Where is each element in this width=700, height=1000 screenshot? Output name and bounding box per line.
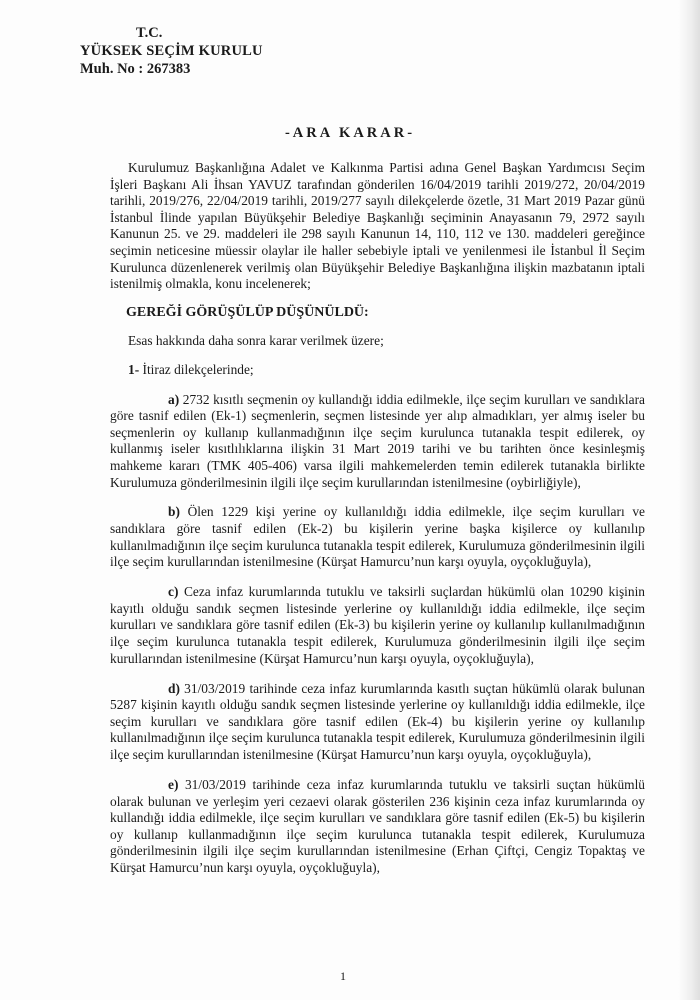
- section-1-number: 1-: [128, 361, 140, 377]
- item-e-text: 31/03/2019 tarihinde ceza infaz kurumlarında tutuklu ve taksirli suçtan hükümlü olarak bulunan ve yerleşim yeri cezaevi olarak gösterilen 236 kişinin ceza infaz kurumlarında oy kullandığı iddia edilmekle, ilçe seçim kurulları ve sandıklara göre tasnif edilen (Ek-5) bu kişilerin oy kullanıp kullanmadığının ilçe seçim kurulunca tutanakla tespit edilerek, Kurulumuza gönderilmesinin ilgili ilçe seçim kurullarından istenilmesine (Erhan Çiftçi, Cengiz Topaktaş ve Kürşat Hamurcu’nun karşı oyuyla, oyçokluğuyla),: [110, 776, 645, 875]
- item-a: [110, 392, 645, 492]
- header-institution: YÜKSEK SEÇİM KURULU: [80, 43, 263, 59]
- item-b-text: Ölen 1229 kişi yerine oy kullanıldığı iddia edilmekle, ilçe seçim kurulları ve sandıklara göre tasnif edilen (Ek-2) bu kişilerin yerine başka kişilerce oy kullanılıp kullanılmadığının ilçe seçim kurulunca tutanakla tespit edilerek, Kurulumuza gönderilmesinin ilgili ilçe seçim kurullarından istenilmesine (Kürşat Hamurcu’nun karşı oyuyla, oyçokluğuyla),: [110, 504, 645, 570]
- item-b: [110, 504, 645, 570]
- esas-line: Esas hakkında daha sonra karar verilmek üzere;: [128, 333, 384, 349]
- header-tc: T.C.: [136, 25, 163, 41]
- header-reference-number: Muh. No : 267383: [80, 61, 191, 77]
- item-d: [110, 681, 645, 764]
- item-e: [110, 777, 645, 877]
- item-d-letter: d): [168, 680, 180, 696]
- item-e-letter: e): [168, 776, 179, 792]
- section-1-text: İtiraz dilekçelerinde;: [139, 361, 254, 377]
- document-title: -ARA KARAR-: [284, 125, 416, 141]
- document-body: [110, 160, 645, 890]
- item-c: [110, 584, 645, 667]
- item-c-letter: c): [168, 584, 179, 600]
- item-a-text: 2732 kısıtlı seçmenin oy kullandığı iddia edilmekle, ilçe seçim kurulları ve sandıklara göre tasnif edilen (Ek-1) seçmenlerin, seçmen listesinde yer alıp almadıkları, yer almış iseler bu seçmenlerin oy kullanıp kullanmadığının ilçe seçim kurulunca tutanakla tespit edilerek, oy kullanmış iseler kısıtlılıklarına ilişkin 31 Mart 2019 tarihi ve bu tarihten önce kesinleşmiş mahkeme kararı (TMK 405-406) varsa ilgili mahkemelerden temin edilerek tutanakla birlikte Kurulumuza gönderilmesinin ilgili ilçe seçim kurullarından istenilmesine (oybirliğiyle),: [110, 391, 645, 490]
- decision-heading: GEREĞİ GÖRÜŞÜLÜP DÜŞÜNÜLDÜ:: [126, 304, 369, 320]
- item-c-text: Ceza infaz kurumlarında tutuklu ve taksirli suçlardan hükümlü olan 10290 kişinin kayıtlı olduğu sandık seçmen listesinde yerlerine oy kullanıldığı iddia edilmekle, ilçe seçim kurulları ve sandıklara göre tasnif edilen (Ek-3) bu kişilerin yerine oy kullanılıp kullanılmadığının ilçe seçim kurulunca tutanakla tespit edilerek, Kurulumuza gönderilmesinin ilgili ilçe seçim kurullarından istenilmesine (Kürşat Hamurcu’nun karşı oyuyla, oyçokluğuyla),: [110, 584, 645, 666]
- item-d-text: 31/03/2019 tarihinde ceza infaz kurumlarında kasıtlı suçtan hükümlü olarak bulunan 5287 kişinin kayıtlı olduğu sandık seçmen listesinde yerlerine oy kullanıldığı iddia edilmekle, ilçe seçim kurulları ve sandıklara göre tasnif edilen (Ek-4) bu kişilerin yerine oy kullanılıp kullanılmadığının ilçe seçim kurulunca tutanakla tespit edilerek, Kurulumuza gönderilmesinin ilgili ilçe seçim kurullarından istenilmesine (Kürşat Hamurcu’nun karşı oyuyla, oyçokluğuyla),: [110, 680, 645, 762]
- item-b-letter: b): [168, 504, 180, 520]
- document-header: [80, 24, 263, 78]
- intro-paragraph: Kurulumuz Başkanlığına Adalet ve Kalkınma Partisi adına Genel Başkan Yardımcısı Seçim İşleri Başkanı Ali İhsan YAVUZ tarafından gönderilen 16/04/2019 tarihli 2019/272, 20/04/2019 tarihli, 2019/276, 22/04/2019 tarihli, 2019/277 sayılı dilekçelerde özetle, 31 Mart 2019 Pazar günü İstanbul İlinde yapılan Büyükşehir Belediye Başkanlığı seçiminin Anayasanın 79, 2972 sayılı Kanunun 25. ve 29. maddeleri ile 298 sayılı Kanunun 14, 110, 112 ve 130. maddeleri gereğince seçimin neticesine müessir olaylar ile haller sebebiyle iptali ve yenilenmesi ile İstanbul İl Seçim Kurulunca düzenlenerek verilmiş olan Büyükşehir Belediye Başkanlığına ilişkin mazbatanın iptali istenilmiş olmakla, konu incelenerek;: [110, 160, 645, 292]
- page-number: 1: [340, 969, 346, 983]
- page-edge-shadow: [678, 0, 700, 1000]
- item-a-letter: a): [168, 391, 180, 407]
- section-1-heading: [110, 362, 645, 379]
